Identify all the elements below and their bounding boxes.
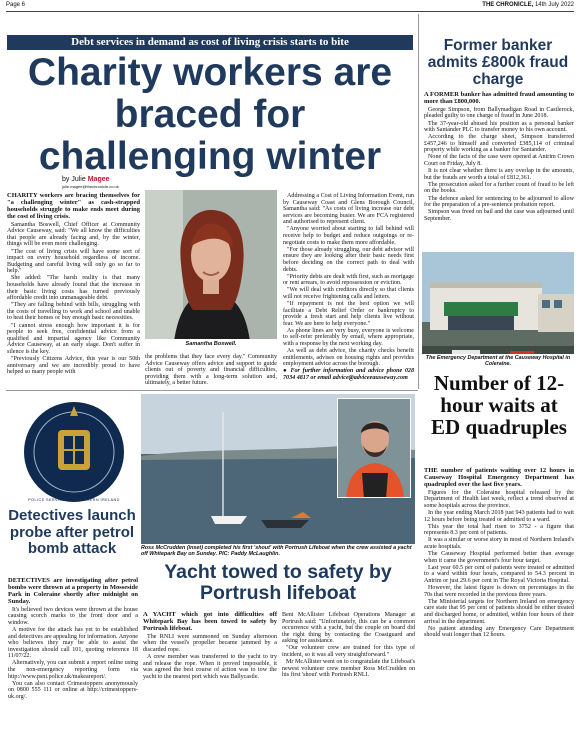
police-p: It's believed two devices were thrown at the house causing scorch marks to the front door and a window.	[8, 606, 138, 626]
debt-col2-p: the problems that they face every day." Community Advice Causeway offers advice and support to guide clients out of poverty and financial difficulties, providing them with a long-term solution and, ultimately, a better future.	[145, 354, 277, 387]
hospital-caption: The Emergency Department at the Causeway Hospital in Coleraine.	[422, 354, 574, 368]
debt-col1-p: "Previously Citizens Advice, this year is our 50th anniversary and we are incredibly proud to have helped so many people with	[7, 356, 140, 376]
yacht-p2: Mr McAllister went on to congratulate the Lifeboat's newest volunteer crew member Ross McCrudden on his first 'shout' with Portrush RNLI.	[282, 659, 415, 679]
yacht-p: The RNLI were summoned on Sunday afternoon when the vessel's propeller became jammed by a discarded rope.	[143, 633, 277, 653]
byline-prefix: by	[62, 176, 70, 183]
banker-headline: Former banker admits £800k fraud charge	[427, 37, 569, 88]
debt-headline: Charity workers are braced for challenging winter	[27, 51, 393, 178]
crest-text: POLICE SERVICE OF NORTHERN IRELAND	[28, 498, 120, 502]
debt-col3-p: As phone lines are very busy, everyone is welcome to self-refer preferably by email, where appropriate, with a response by the next working day.	[283, 327, 414, 348]
police-crest-icon	[14, 396, 134, 506]
banker-body	[424, 92, 574, 223]
samantha-photo	[145, 190, 277, 350]
debt-col1-p: She added: "The harsh reality is that many households have already found that the increase in their basic living costs has turned previously affordable credit into unmanageable debt.	[7, 275, 140, 302]
banker-p: The 37-year-old abused his position as a personal banker with Santander PLC to transfer money to his own account.	[424, 120, 574, 134]
debt-lead: CHARITY workers are bracing themselves for "a challenging winter" as cash-strapped households struggle to make ends meet during the cost of living crisis.	[7, 192, 140, 220]
hospital-p: The Ministerial targets for Northern Ireland on emergency care state that 95 per cent of patients should be either treated and discharged home, or admitted, within four hours of their arrival in the department.	[424, 598, 574, 625]
yacht-caption: Ross McCrudden (inset) completed his first 'shout' with Portrush Lifeboat when the crew assisted a yacht off Whitepark Bay on Sunday. PIC: Paddy McLaughlin.	[141, 545, 412, 557]
hospital-p: It was a similar or worse story in most of Northern Ireland's acute hospitals.	[424, 537, 574, 550]
masthead-rule	[6, 11, 574, 12]
banker-p: George Simpson, from Ballymadigan Road in Castlerock, pleaded guilty to one charge of fraud in June 2018.	[424, 106, 574, 120]
yacht-p: A crew member was transferred to the yacht to try and release the rope. When it proved impossible, it was agreed the best course of action was to tow the yacht to the nearest port which was Ballycastle.	[143, 654, 277, 680]
page-number: Page 6	[6, 2, 26, 8]
hospital-headline: Number of 12-hour waits at ED quadruples	[431, 371, 567, 439]
debt-col3-p: Addressing a Cost of Living Information Event, run by Causeway Coast and Glens Borough Council, Samantha said: "As costs of living increase our debt services are becoming busier. We are FCA registered and authorised to represent client.	[283, 193, 414, 226]
debt-col-2-under	[145, 354, 277, 387]
debt-col3-p: "Priority debts are dealt with first, such as mortgage or rent arrears, to avoid repossession or eviction.	[283, 273, 414, 287]
masthead-info: THE CHRONICLE, 14th July 2022	[482, 2, 574, 8]
debt-col-3	[283, 193, 414, 382]
paper-name: THE CHRONICLE	[482, 2, 532, 8]
hospital-body	[424, 468, 574, 639]
byline-last: Magee	[87, 176, 110, 183]
hospital-p: Last year 60.5 per cent of patients were treated or admitted to a ward within four hours, compared to 54.3 percent in Antrim or just 29.6 per cent in The Royal Victoria Hospital.	[424, 564, 574, 584]
yacht-lead: A YACHT which got into difficulties off Whitepark Bay has been towed to safety by Portrush lifeboat.	[143, 611, 277, 632]
hospital-p: In the year ending March 2018 just 943 patients had to wait 12 hours before being treated or admitted to a ward.	[424, 510, 574, 523]
debt-col3-p: "For those already struggling, our debt advisor will ensure they are looking after their basic needs first before deciding on the correct path to deal with debts.	[283, 246, 414, 273]
banker-lead: A FORMER banker has admitted fraud amounting to more than £800,000.	[424, 91, 574, 105]
hospital-p: The Causeway Hospital performed better than average when it came the government's four hour target.	[424, 551, 574, 564]
debt-col3-p: As well as debt advice, the charity checks benefit entitlements, advises on housing rights and provides employment advice across the borough.	[283, 348, 414, 368]
debt-col1-p: "The cost of living crisis will have some sort of impact on every household regardless of income. Budgeting and careful living will only go so far to help."	[7, 248, 140, 275]
debt-col1-p: "They are falling behind with bills, struggling with the costs of travelling to work and school and unable to heat their homes or buy enough basic necessities.	[7, 302, 140, 322]
yacht-p2: Beni McAllister Lifeboat Operations Manager at Portrush said: "Unfortunately, this can be a common occurrence with a yacht, but the couple on board did the right thing by contacting the Coastguard and asking for assistance.	[282, 612, 415, 645]
debt-byline	[62, 176, 110, 184]
police-p: You can also contact Crimestoppers anonymously on 0800 555 111 or online at http://crimestoppers-uk.org/.	[8, 680, 138, 700]
police-headline: Detectives launch probe after petrol bomb attack	[8, 507, 136, 557]
police-body	[8, 578, 138, 701]
ross-inset-photo	[337, 398, 411, 498]
debt-col1-p: "I cannot stress enough how important it is for people to seek free, confidential advice from a qualified and impartial agency like Community Advice Causeway, at an early stage. Don't suffer in silence is the key.	[7, 322, 140, 355]
yacht-col-2	[282, 612, 415, 679]
psni-crest	[14, 396, 134, 506]
debt-kicker: Debt services in demand as cost of living crisis starts to bite	[71, 36, 349, 48]
debt-contact: ● For further information and advice phone 028 7034 4817 or email advice@adviceeausseway.com	[283, 368, 414, 382]
byline-first: Julie	[71, 176, 86, 183]
hospital-lead: THE number of patients waiting over 12 hours in Causeway Hospital Emergency Department has quadrupled over the last five years.	[424, 467, 574, 488]
samantha-caption: Samantha Boswell.	[145, 339, 277, 350]
woman-portrait-icon	[145, 190, 277, 350]
hospital-p: Figures for the Coleraine hospital released by the Department of Health last week, reflect a trend observed at some hospitals across the province.	[424, 489, 574, 509]
banker-p: It is not clear whether there is any overlap in the amounts, but the frauds are worth a total of £812,361.	[424, 168, 574, 181]
debt-col3-p: "If repayment is not the best option we will facilitate a Debt Relief Order or bankruptcy to provide a fresh start and help clients live without fear. We are here to help everyone."	[283, 301, 414, 327]
hospital-photo	[422, 252, 574, 368]
hospital-building-icon	[422, 252, 574, 368]
byline-email[interactable]: julie.magee@thechronicle.co.uk	[62, 184, 119, 189]
hospital-p: However, the latest figure is down on percentages in the 70s that were recorded in the previous three years.	[424, 585, 574, 598]
yacht-photo	[141, 394, 415, 544]
debt-col3-p: "Anyone worried about starting to fall behind will receive help to budget and reduce outgoings or re-negotiate costs to make them more affordable.	[283, 226, 414, 246]
debt-col3-p: "We will deal with creditors directly so that clients will not receive frightening calls and letters.	[283, 287, 414, 300]
police-p: Alternatively, you can submit a report online using the non-emergency reporting form via http://www.psni.police.uk/makeareport/.	[8, 660, 138, 680]
man-portrait-icon	[338, 399, 411, 498]
yacht-headline: Yacht towed to safety by Portrush lifeboat	[164, 561, 392, 604]
debt-col1-p: Samantha Boswell, Chief Officer at Community Advice Causeway, said: "We all know the difficulties that people are already facing and, by the winter, things will be even more challenging.	[7, 221, 140, 248]
banker-p: The defence asked for sentencing to be adjourned to allow for the preparation of a pre-sentence probation report.	[424, 195, 574, 209]
section-divider	[6, 390, 418, 391]
yacht-col-1	[143, 612, 277, 681]
column-divider	[418, 14, 419, 389]
banker-p: Simpson was freed on bail and the case was adjourned until September.	[424, 209, 574, 222]
banker-p: According to the charge sheet, Simpson transferred £457,246 to himself and converted £385,114 of criminal property while working as a banker for Santander.	[424, 134, 574, 154]
yacht-p2: "Our volunteer crew are trained for this type of incident, so it was all very straightforward."	[282, 645, 415, 659]
issue-date: 14th July 2022	[534, 2, 574, 8]
debt-col-1	[7, 193, 140, 376]
banker-p: None of the facts of the case were opened at Antrim Crown Court on Friday, July 8.	[424, 154, 574, 168]
hospital-p: This year the total had risen to 3752 - a figure that represents 8.3 per cent of patients.	[424, 523, 574, 537]
hospital-p: No patient attending any Emergency Care Department should wait longer than 12 hours.	[424, 625, 574, 639]
banker-p: The prosecution asked for a further count of fraud to be left on the books.	[424, 181, 574, 195]
police-lead: DETECTIVES are investigating after petrol bombs were thrown at a property in Mosseside Park in Coleraine shortly after midnight on Sunday.	[8, 577, 138, 605]
police-p: A motive for the attack has yet to be established and detectives are appealing for information. Anyone who believes they may be able to assist the investigation should call 101, quoting reference 18 11/07/22.	[8, 626, 138, 660]
